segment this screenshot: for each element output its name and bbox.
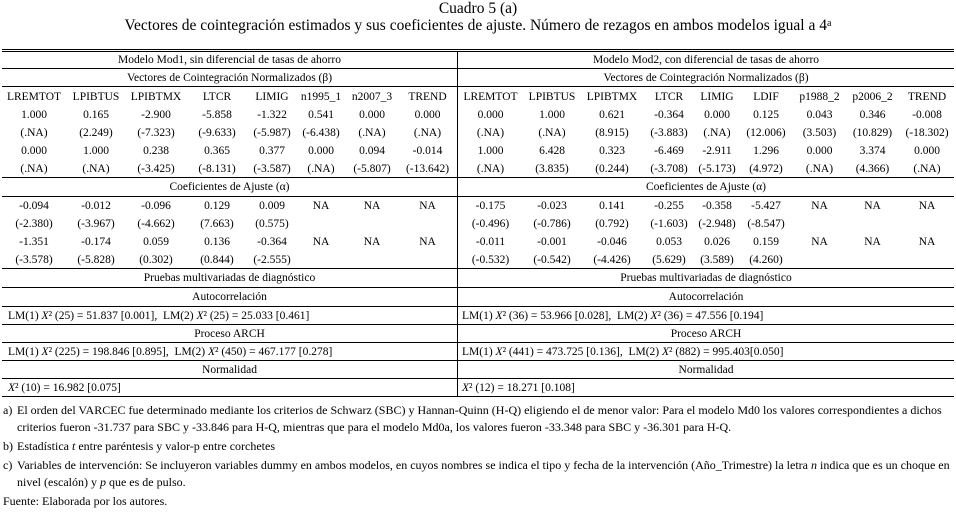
vectors-value-cell: 1.000 [83,145,109,157]
vectors-value-cell: -5.858 [202,109,232,121]
vectors-value-cell: 0.346 [859,109,886,121]
left-vector-row-1 [2,106,457,124]
vectors-value-cell: (-7.323) [137,127,175,139]
vectors-value-cell: (.NA) [307,162,335,175]
vectors-value-cell: 0.165 [83,109,109,121]
adjust-value-cell: (5.629) [652,253,686,266]
adjust-value-cell: 0.159 [753,236,779,248]
vectors-value-cell: 0.377 [259,145,285,157]
vectors-value-cell: (3.503) [802,127,837,139]
right-adjust-row-1 [457,197,954,215]
left-arch-label: Proceso ARCH [194,327,265,340]
adjust-value-cell: (-5.828) [77,253,115,266]
adjust-value-cell: -0.255 [654,200,684,212]
adjust-value-cell: 0.136 [204,236,230,248]
vectors-value-cell: 1.000 [21,109,47,121]
left-normality-label: Normalidad [202,363,257,376]
vectors-value-cell: 0.000 [477,109,504,121]
column-header: LREMTOT [463,90,518,103]
column-header: LPIBTMX [586,90,638,103]
chi-square-symbol: X [8,381,16,394]
adjust-value-cell: (0.575) [255,218,289,230]
right-arch-label: Proceso ARCH [457,325,954,342]
vectors-value-cell: 6.428 [539,145,565,157]
note-b-label: b) [3,439,13,453]
adjust-row-4 [2,251,954,269]
left-adjust-row-1 [2,197,457,215]
vectors-value-cell: 0.323 [599,145,625,157]
vectors-block [2,106,954,178]
arch-label-row [2,325,954,343]
note-b [3,438,955,455]
empty-cell [398,251,457,268]
column-header: LIMIG [700,90,734,103]
left-arch-cell [2,343,457,360]
vectors-value-cell: (10.829) [852,127,893,139]
adjust-value-cell: -0.001 [537,236,567,248]
adjust-value-cell: -0.364 [257,236,287,248]
vectors-value-cell: (-5.987) [253,127,291,139]
vectors-value-cell: (-3.883) [650,127,688,139]
right-diagnostics-label: Pruebas multivariadas de diagnóstico [457,269,954,287]
chi-square-symbol: X [495,345,503,358]
model-row [2,52,954,69]
vectors-value-cell: 0.000 [21,145,47,157]
subtitle-footnote-mark: a [827,18,832,29]
right-column-header-row [457,87,954,106]
note-a [3,402,955,436]
vectors-value-cell: (-13.642) [405,162,450,175]
note-c-part2: indica que es un choque en nivel (escalón) y [17,458,950,489]
left-column-header-row [2,87,457,106]
adjust-label-row [2,178,954,197]
empty-cell [899,251,955,268]
vectors-value-cell: -2.900 [141,109,171,121]
vectors-value-cell: 3.374 [859,145,886,157]
cointegration-table [2,49,954,397]
vectors-value-cell: (-8.131) [198,162,236,175]
adjust-value-cell: (-4.662) [137,218,175,230]
column-header: TREND [408,90,447,103]
table-subtitle [0,17,956,35]
source-line: Fuente: Elaborada por los autores. [3,494,168,508]
right-autocorrelation-label: Autocorrelación [457,288,954,306]
adjust-row-2 [2,215,954,233]
adjust-value-cell: 0.053 [656,236,682,248]
adjust-value-cell: NA [864,200,881,212]
vectors-value-cell: 0.238 [143,145,169,157]
adjust-value-cell: -0.094 [19,200,49,212]
vector-row-3 [2,142,954,160]
vectors-value-cell: 1.000 [539,109,565,121]
left-autocorrelation-label: Autocorrelación [192,291,267,303]
adjust-value-cell: 0.026 [704,236,730,248]
chi-square-symbol: X [196,309,204,322]
vectors-value-cell: (.NA) [805,162,834,175]
column-header: LPIBTUS [528,90,576,103]
adjust-value-cell: 0.009 [259,200,285,212]
left-vector-row-3 [2,142,457,160]
adjust-value-cell: (-1.603) [650,218,688,230]
right-model-title: Modelo Mod2, con diferencial de tasas de ahorro [457,52,954,68]
adjust-value-cell: -0.096 [141,200,171,212]
adjust-block [2,197,954,269]
left-diagnostics-label: Pruebas multivariadas de diagnóstico [143,272,316,284]
vectors-value-cell: (-3.587) [253,162,291,175]
adjust-value-cell: (-8.547) [747,218,785,230]
vectors-value-cell: (.NA) [82,162,110,175]
adjust-row-1 [2,197,954,215]
chi-square-symbol: X [208,345,216,358]
vectors-value-cell: (.NA) [413,127,442,139]
vectors-value-cell: 1.000 [477,145,504,157]
vectors-value-cell: (.NA) [20,127,48,139]
normality-label-row [2,361,954,379]
left-arch-test: LM(1) X² (225) = 198.846 [0.895], LM(2) X² (450) = 467.177 [0.278] [8,345,333,358]
vectors-value-cell: (-3.708) [650,162,688,175]
adjust-value-cell: (-0.786) [533,218,571,230]
vectors-value-cell: (-6.438) [302,127,340,139]
left-adjust-row-4 [2,251,457,268]
vectors-value-cell: (4.972) [749,162,783,175]
left-autocorrelation-test: LM(1) X² (25) = 51.837 [0.001], LM(2) X² (25) = 25.033 [0.461] [8,309,310,322]
adjust-value-cell: -0.358 [702,200,732,212]
adjust-value-cell: (0.792) [595,218,629,230]
adjust-value-cell: (-4.426) [593,253,631,266]
note-c-part3: que es de pulso. [105,475,186,489]
adjust-value-cell: (7.663) [200,218,234,230]
column-header: n1995_1 [300,90,342,103]
adjust-value-cell: -5.427 [751,200,781,212]
adjust-value-cell: NA [363,200,381,212]
left-autocorrelation-cell [2,307,457,324]
left-vectors-label: Vectores de Cointegración Normalizados (β) [126,71,333,84]
right-arch-cell [457,343,954,360]
diagnostics-label-row [2,269,954,288]
vectors-value-cell: -0.014 [412,145,443,157]
vectors-label-row [2,69,954,87]
vectors-value-cell: (.NA) [703,127,731,139]
adjust-value-cell: NA [864,236,881,248]
left-adjust-row-3 [2,233,457,251]
column-header: LTCR [202,90,232,103]
note-b-italic: t [71,439,76,453]
vectors-value-cell: (.NA) [358,127,386,139]
right-adjust-row-2 [457,215,954,233]
adjust-value-cell: -0.023 [537,200,567,212]
adjust-value-cell: (-3.967) [77,218,115,230]
vectors-value-cell: (.NA) [913,162,941,175]
subtitle-text: Vectores de cointegración estimados y sus coeficientes de ajuste. Número de rezagos en ambos modelos igual a 4 [124,17,827,34]
left-vector-row-2 [2,124,457,142]
right-autocorrelation-test: LM(1) X² (36) = 53.966 [0.028], LM(2) X² (36) = 47.556 [0.194] [462,309,764,322]
table-notes [3,402,955,510]
adjust-value-cell: (-2.948) [698,218,736,230]
adjust-row-3 [2,233,954,251]
adjust-value-cell: -0.175 [475,200,506,212]
vectors-value-cell: 0.000 [704,109,730,121]
vectors-value-cell: (-9.633) [198,127,236,139]
column-header: LDIF [753,90,779,103]
left-adjust-label: Coeficientes de Ajuste (α) [169,181,290,193]
note-c-label: c) [3,458,13,472]
adjust-value-cell: NA [811,236,828,248]
adjust-value-cell: NA [363,236,381,248]
empty-cell [296,251,346,268]
autocorrelation-label-row [2,288,954,307]
vectors-value-cell: (0.244) [595,162,629,175]
adjust-value-cell: (-3.578) [15,253,53,266]
vectors-value-cell: (12.006) [746,127,786,139]
note-c-part1: Variables de intervención: Se incluyeron variables dummy en ambos modelos, en cuyos nombres se indica el tipo y fecha de la intervención (Año_Trimestre) la letra [17,458,811,472]
chi-square-symbol: X [650,309,658,322]
right-vector-row-1 [457,106,954,124]
note-b-pre: Estadística [17,439,72,453]
vectors-value-cell: -6.469 [654,145,684,157]
right-normality-test: X² (12) = 18.271 [0.108] [462,381,575,394]
adjust-value-cell: (-0.532) [471,253,510,266]
note-c [3,457,955,491]
vectors-value-cell: 0.000 [359,109,385,121]
chi-square-symbol: X [662,345,670,358]
note-a-text: El orden del VARCEC fue determinado mediante los criterios de Schwarz (SBC) y Hannan-Quinn (H-Q) eligiendo el de menor valor: Para el modelo Md0 los valores correspondientes a dichos criterios fueron -31.737 para SBC y -33.846 para H-Q, mientras que para el modelo Md0a, los valores fueron -33.348 para SBC y -36.301 para H-Q. [17,403,942,434]
vectors-value-cell: 0.621 [599,109,625,121]
left-vector-row-4 [2,160,457,177]
adjust-value-cell: NA [918,236,936,248]
adjust-value-cell: -1.351 [19,236,49,248]
adjust-value-cell: (-2.380) [15,218,53,230]
right-vectors-label: Vectores de Cointegración Normalizados (β) [457,69,954,86]
adjust-value-cell: (-0.496) [471,218,510,230]
right-adjust-label: Coeficientes de Ajuste (α) [457,178,954,196]
right-adjust-row-3 [457,233,954,251]
chi-square-symbol: X [41,309,49,322]
adjust-value-cell: NA [312,236,330,248]
vectors-value-cell: 1.296 [753,145,779,157]
note-a-label: a) [3,403,13,417]
adjust-value-cell: -0.011 [475,236,506,248]
column-header-row [2,87,954,106]
empty-cell [296,215,346,233]
vectors-value-cell: (-5.807) [353,162,391,175]
note-c-italic-n: n [811,458,817,472]
note-b-text [17,438,955,455]
empty-cell [899,215,955,233]
note-b-post: entre paréntesis y valor-p entre corchetes [75,439,275,453]
column-header: TREND [907,90,947,103]
empty-cell [846,251,899,268]
empty-cell [846,215,899,233]
left-adjust-row-2 [2,215,457,233]
right-vector-row-3 [457,142,954,160]
vectors-value-cell: (-3.425) [137,162,175,175]
vectors-value-cell: 0.000 [414,109,441,121]
vectors-value-cell: (4.366) [855,162,890,175]
vectors-value-cell: (-5.173) [698,162,736,175]
adjust-value-cell: 0.059 [143,236,169,248]
vector-row-4 [2,160,954,178]
column-header: LTCR [654,90,684,103]
adjust-value-cell: (3.589) [700,253,734,266]
column-header: LPIBTMX [130,90,182,103]
right-arch-test: LM(1) X² (441) = 473.725 [0.136], LM(2) X² (882) = 995.403[0.050] [462,345,784,358]
vectors-value-cell: 0.000 [806,145,833,157]
adjust-value-cell: -0.174 [81,236,111,248]
column-header: LREMTOT [6,90,62,103]
adjust-value-cell: 0.141 [599,200,625,212]
right-normality-label: Normalidad [457,361,954,378]
vectors-value-cell: 0.094 [359,145,385,157]
table-title: Cuadro 5 (a) [438,0,518,17]
adjust-value-cell: (0.302) [139,253,173,266]
left-normality-test: X² (10) = 16.982 [0.075] [8,381,121,394]
adjust-value-cell: NA [419,236,436,248]
empty-cell [346,215,398,233]
vectors-value-cell: (.NA) [20,162,48,175]
vectors-value-cell: (3.835) [535,162,569,175]
vectors-value-cell: (.NA) [476,162,505,175]
normality-row [2,379,954,397]
note-c-italic-p: p [99,475,106,489]
chi-square-symbol: X [41,345,49,358]
adjust-value-cell: -0.046 [597,236,627,248]
vectors-value-cell: -2.911 [702,145,732,157]
chi-square-symbol: X [495,309,503,322]
adjust-value-cell: NA [811,200,828,212]
empty-cell [793,215,846,233]
adjust-value-cell: (-2.555) [253,253,291,266]
vectors-value-cell: (-18.302) [905,127,949,139]
column-header: LPIBTUS [72,90,120,103]
vectors-value-cell: (2.249) [79,127,113,139]
left-model-title: Modelo Mod1, sin diferencial de tasas de ahorro [118,54,341,66]
right-normality-cell [457,379,954,396]
empty-cell [793,251,846,268]
adjust-value-cell: -0.012 [81,200,111,212]
adjust-value-cell: NA [918,200,936,212]
vectors-value-cell: 0.365 [204,145,230,157]
right-adjust-row-4 [457,251,954,268]
vectors-value-cell: -1.322 [257,109,287,121]
vectors-value-cell: 0.000 [308,145,334,157]
right-autocorrelation-cell [457,307,954,324]
vectors-value-cell: 0.125 [753,109,779,121]
vectors-value-cell: (8.915) [595,127,629,139]
vectors-value-cell: 0.541 [308,109,334,121]
arch-row [2,343,954,361]
chi-square-symbol: X [462,381,470,394]
column-header: LIMIG [255,90,289,103]
left-normality-cell [2,379,457,396]
note-c-text [17,457,955,491]
column-header: p2006_2 [852,90,893,103]
empty-cell [398,215,457,233]
vectors-value-cell: -0.364 [654,109,684,121]
vectors-value-cell: (.NA) [476,127,505,139]
vector-row-1 [2,106,954,124]
vectors-value-cell: -0.008 [912,109,942,121]
vector-row-2 [2,124,954,142]
adjust-value-cell: (0.844) [200,253,234,266]
column-header: p1988_2 [799,90,840,103]
vectors-value-cell: 0.000 [914,145,940,157]
right-vector-row-4 [457,160,954,177]
empty-cell [346,251,398,268]
adjust-value-cell: 0.129 [204,200,230,212]
adjust-value-cell: NA [419,200,436,212]
right-vector-row-2 [457,124,954,142]
column-header: n2007_3 [351,90,393,103]
vectors-value-cell: 0.043 [806,109,833,121]
adjust-value-cell: NA [312,200,330,212]
column-header-block [2,87,954,106]
adjust-value-cell: (-0.542) [533,253,571,266]
adjust-value-cell: (4.260) [749,253,783,266]
vectors-value-cell: (.NA) [538,127,566,139]
autocorrelation-row [2,307,954,325]
